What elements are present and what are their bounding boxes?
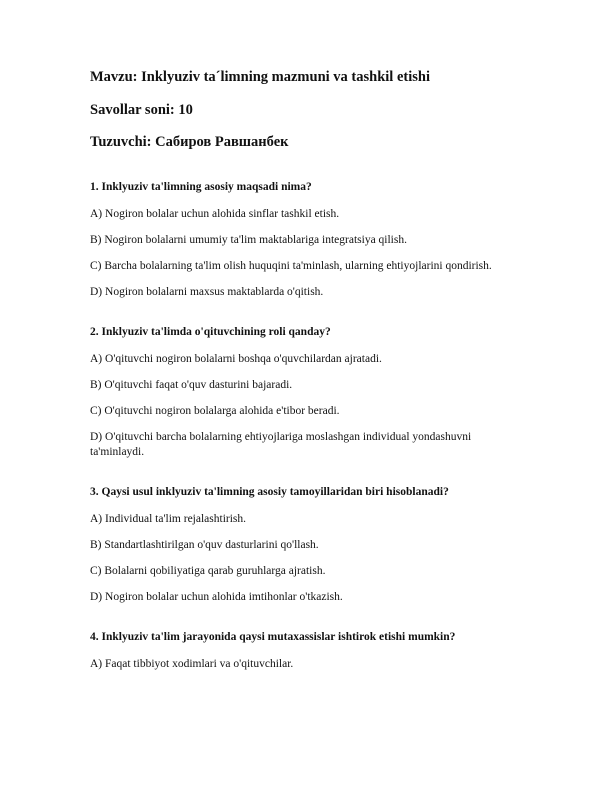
answer-option-c: C) Bolalarni qobiliyatiga qarab guruhlarga ajratish. (90, 565, 326, 577)
answer-option-b: B) O'qituvchi faqat o'quv dasturini bajaradi. (90, 379, 293, 391)
answer-option-a: A) O'qituvchi nogiron bolalarni boshqa o'quvchilardan ajratadi. (90, 353, 382, 365)
answer-option-d: D) Nogiron bolalarni maxsus maktablarda o'qitish. (90, 286, 324, 298)
topic-heading: Mavzu: Inklyuziv ta´limning mazmuni va tashkil etishi (90, 69, 430, 85)
question-title: 3. Qaysi usul inklyuziv ta'limning asosiy tamoyillaridan biri hisoblanadi? (90, 486, 449, 498)
answer-option-c: C) O'qituvchi nogiron bolalarga alohida e'tibor beradi. (90, 405, 340, 417)
question-title: 1. Inklyuziv ta'limning asosiy maqsadi nima? (90, 181, 312, 193)
author-line: Tuzuvchi: Сабиров Равшанбек (90, 134, 289, 150)
question-title: 4. Inklyuziv ta'lim jarayonida qaysi mutaxassislar ishtirok etishi mumkin? (90, 631, 456, 643)
answer-option-a: A) Individual ta'lim rejalashtirish. (90, 513, 247, 525)
question-4 (90, 630, 540, 672)
answer-option-a: A) Nogiron bolalar uchun alohida sinflar tashkil etish. (90, 208, 340, 220)
answer-option-c: C) Barcha bolalarning ta'lim olish huquqini ta'minlash, ularning ehtiyojlarini qondirish. (90, 260, 492, 272)
question-1 (90, 180, 540, 300)
answer-option-b: B) Nogiron bolalarni umumiy ta'lim maktablariga integratsiya qilish. (90, 234, 407, 246)
question-3 (90, 485, 540, 605)
answer-option-d: D) O'qituvchi barcha bolalarning ehtiyojlariga moslashgan individual yondashuvni ta'minlaydi. (90, 431, 472, 458)
question-list (90, 180, 540, 697)
answer-option-b: B) Standartlashtirilgan o'quv dasturlarini qo'llash. (90, 539, 319, 551)
question-2 (90, 325, 540, 460)
answer-option-d: D) Nogiron bolalar uchun alohida imtihonlar o'tkazish. (90, 591, 343, 603)
question-title: 2. Inklyuziv ta'limda o'qituvchining roli qanday? (90, 326, 331, 338)
answer-option-a: A) Faqat tibbiyot xodimlari va o'qituvchilar. (90, 658, 294, 670)
question-count: Savollar soni: 10 (90, 102, 193, 118)
